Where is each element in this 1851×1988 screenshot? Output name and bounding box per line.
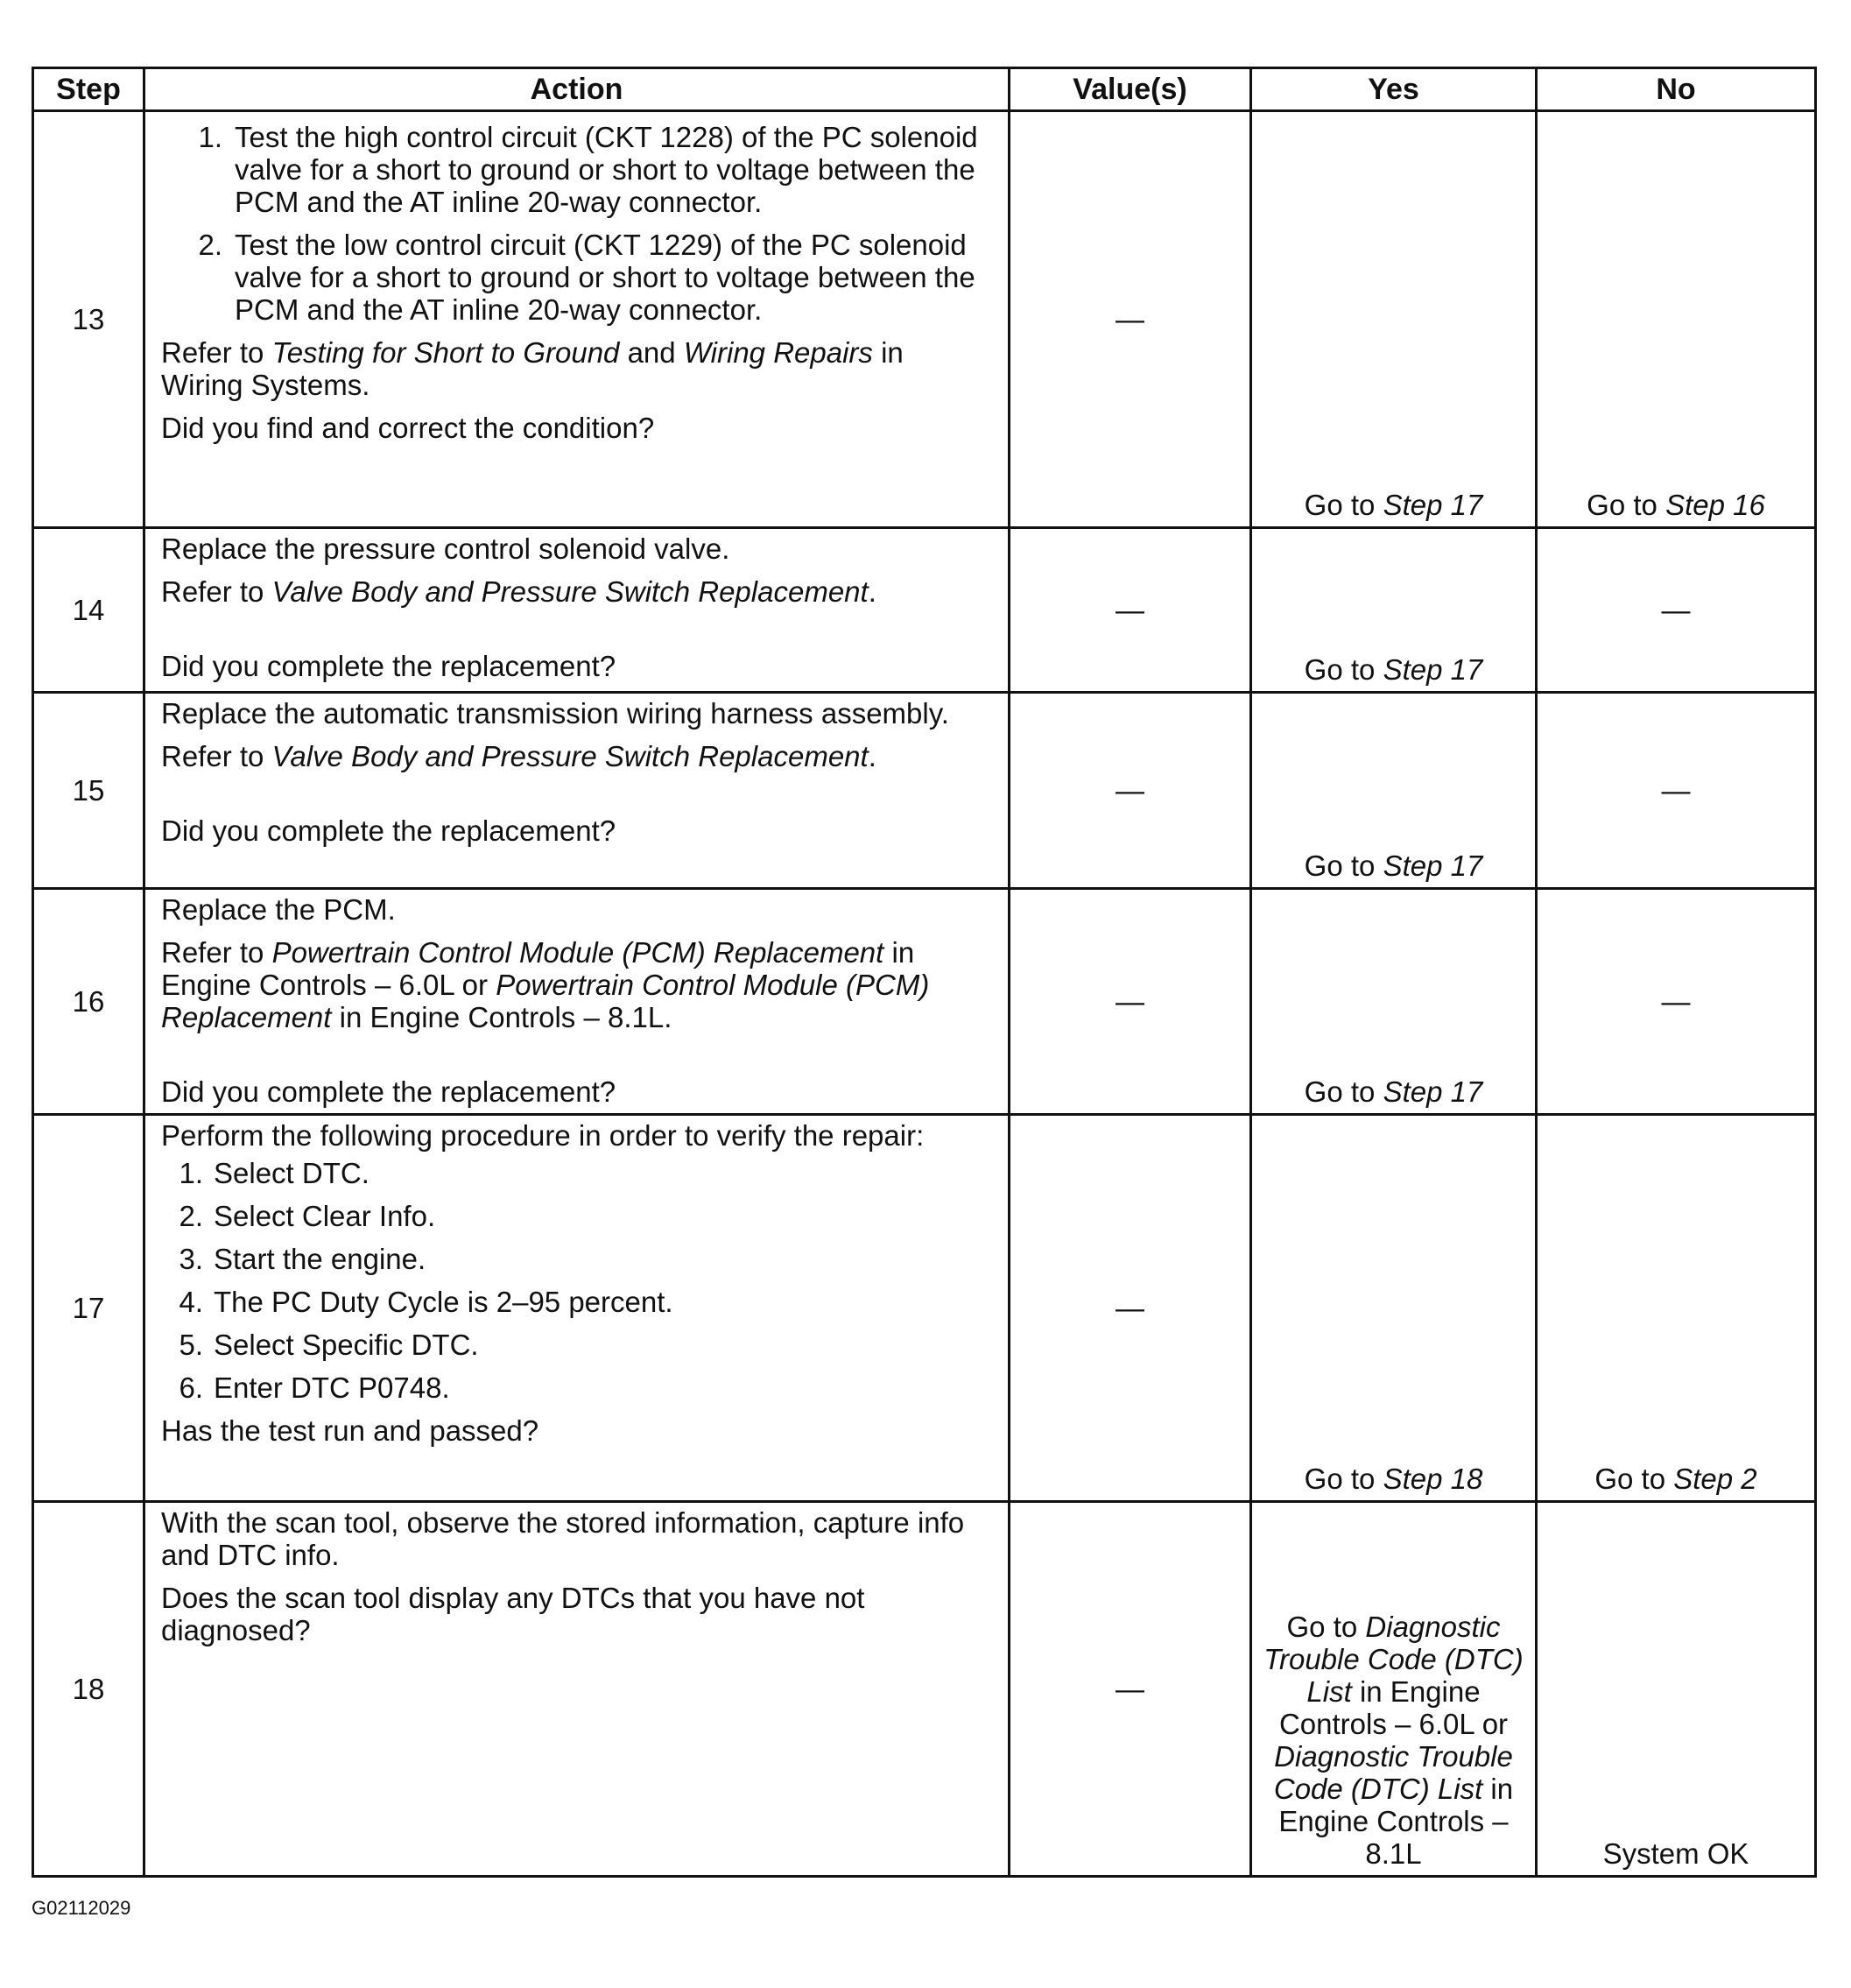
value-cell: — bbox=[1010, 111, 1251, 528]
list-item bbox=[161, 1329, 992, 1361]
yes-cell: Go to Step 17 bbox=[1251, 889, 1537, 1115]
table-row bbox=[33, 1115, 1816, 1502]
yes-cell: Go to Step 18 bbox=[1251, 1115, 1537, 1502]
header-no: No bbox=[1537, 68, 1816, 111]
action-cell bbox=[144, 889, 1010, 1115]
reference-text: Refer to Valve Body and Pressure Switch Replacement. bbox=[161, 575, 876, 608]
item-text: Select Specific DTC. bbox=[214, 1329, 479, 1361]
step-number: 14 bbox=[33, 528, 144, 693]
step-number: 16 bbox=[33, 889, 144, 1115]
step-number: 15 bbox=[33, 693, 144, 889]
no-cell: Go to Step 16 bbox=[1537, 111, 1816, 528]
reference-text: Refer to Powertrain Control Module (PCM) Replacement in Engine Controls – 6.0L or Powertrain Control Module (PCM) Replacement in Engine Controls – 8.1L. bbox=[161, 936, 930, 1033]
no-cell: — bbox=[1537, 528, 1816, 693]
question-text: Did you complete the replacement? bbox=[161, 1075, 616, 1108]
header-row bbox=[33, 68, 1816, 111]
item-number: 6. bbox=[179, 1371, 203, 1404]
no-cell: System OK bbox=[1537, 1502, 1816, 1877]
step-number: 13 bbox=[33, 111, 144, 528]
question-text: Does the scan tool display any DTCs that you have not diagnosed? bbox=[161, 1582, 865, 1646]
header-step: Step bbox=[33, 68, 144, 111]
item-text: Test the high control circuit (CKT 1228) of the PC solenoid valve for a short to ground or short to voltage between the PCM and the AT inline 20-way connector. bbox=[235, 121, 978, 218]
item-number: 4. bbox=[179, 1286, 203, 1318]
table-row bbox=[33, 889, 1816, 1115]
value-cell: — bbox=[1010, 528, 1251, 693]
item-number: 2. bbox=[198, 229, 222, 261]
reference-text: Refer to Testing for Short to Ground and Wiring Repairs in Wiring Systems. bbox=[161, 336, 904, 401]
yes-cell: Go to Diagnostic Trouble Code (DTC) List in Engine Controls – 6.0L or Diagnostic Trouble Code (DTC) List in Engine Controls – 8.1L bbox=[1251, 1502, 1537, 1877]
step-number: 18 bbox=[33, 1502, 144, 1877]
item-number: 5. bbox=[179, 1329, 203, 1361]
table-row bbox=[33, 1502, 1816, 1877]
action-text: Perform the following procedure in order to verify the repair: bbox=[161, 1119, 925, 1152]
item-text: Test the low control circuit (CKT 1229) of the PC solenoid valve for a short to ground or short to voltage between the PCM and the AT inline 20-way connector. bbox=[235, 229, 975, 326]
list-item bbox=[161, 229, 992, 326]
question-text: Did you complete the replacement? bbox=[161, 814, 616, 847]
diagnostic-table bbox=[32, 67, 1817, 1878]
value-cell: — bbox=[1010, 1502, 1251, 1877]
reference-text: Refer to Valve Body and Pressure Switch Replacement. bbox=[161, 740, 876, 772]
header-action: Action bbox=[144, 68, 1010, 111]
question-text: Did you find and correct the condition? bbox=[161, 412, 655, 444]
table-row bbox=[33, 111, 1816, 528]
yes-cell: Go to Step 17 bbox=[1251, 528, 1537, 693]
header-values: Value(s) bbox=[1010, 68, 1251, 111]
numbered-list bbox=[161, 121, 992, 326]
list-item bbox=[161, 1286, 992, 1318]
list-item bbox=[161, 1157, 992, 1189]
item-text: The PC Duty Cycle is 2–95 percent. bbox=[214, 1286, 673, 1318]
item-number: 1. bbox=[179, 1157, 203, 1189]
list-item bbox=[161, 1371, 992, 1404]
question-text: Has the test run and passed? bbox=[161, 1414, 539, 1447]
no-cell: Go to Step 2 bbox=[1537, 1115, 1816, 1502]
no-cell: — bbox=[1537, 889, 1816, 1115]
item-number: 2. bbox=[179, 1200, 203, 1232]
value-cell: — bbox=[1010, 1115, 1251, 1502]
list-item bbox=[161, 1200, 992, 1232]
item-text: Start the engine. bbox=[214, 1243, 426, 1275]
list-item bbox=[161, 121, 992, 218]
item-text: Select Clear Info. bbox=[214, 1200, 436, 1232]
action-text: Replace the PCM. bbox=[161, 893, 396, 926]
action-cell bbox=[144, 1502, 1010, 1877]
table-row bbox=[33, 693, 1816, 889]
item-number: 1. bbox=[198, 121, 222, 153]
yes-cell: Go to Step 17 bbox=[1251, 693, 1537, 889]
action-text: Replace the automatic transmission wiring harness assembly. bbox=[161, 697, 949, 730]
question-text: Did you complete the replacement? bbox=[161, 650, 616, 682]
action-text: With the scan tool, observe the stored information, capture info and DTC info. bbox=[161, 1506, 965, 1571]
list-item bbox=[161, 1243, 992, 1275]
step-number: 17 bbox=[33, 1115, 144, 1502]
action-cell bbox=[144, 528, 1010, 693]
item-number: 3. bbox=[179, 1243, 203, 1275]
numbered-list bbox=[161, 1157, 992, 1404]
action-cell bbox=[144, 693, 1010, 889]
yes-cell: Go to Step 17 bbox=[1251, 111, 1537, 528]
no-cell: — bbox=[1537, 693, 1816, 889]
action-text: Replace the pressure control solenoid valve. bbox=[161, 532, 730, 565]
item-text: Enter DTC P0748. bbox=[214, 1371, 450, 1404]
header-yes: Yes bbox=[1251, 68, 1537, 111]
value-cell: — bbox=[1010, 889, 1251, 1115]
figure-code: G02112029 bbox=[32, 1897, 131, 1919]
action-cell bbox=[144, 111, 1010, 528]
value-cell: — bbox=[1010, 693, 1251, 889]
table-row bbox=[33, 528, 1816, 693]
action-cell bbox=[144, 1115, 1010, 1502]
item-text: Select DTC. bbox=[214, 1157, 369, 1189]
